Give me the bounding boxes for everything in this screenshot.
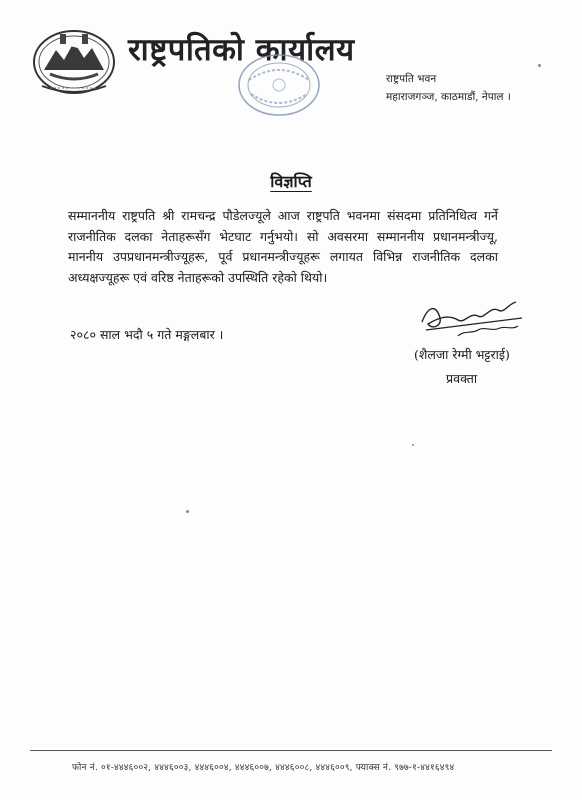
address-line-2: महाराजगञ्ज, काठमाडौं, नेपाल ।	[386, 91, 511, 103]
handwritten-signature-icon	[418, 296, 528, 342]
scan-speck	[186, 510, 189, 513]
national-emblem-icon	[30, 24, 118, 96]
notice-date: २०८० साल भदौ ५ गते मङ्गलबार ।	[70, 327, 224, 342]
office-seal-stamp-icon	[235, 50, 323, 120]
address-line-1: राष्ट्रपति भवन	[386, 73, 437, 85]
footer-contact: फोन नं. ०१-४४४६००२, ४४४६००३, ४४४६००४, ४४४६००७, ४४४६००८, ४४४६००९, फ्याक्स नं. ९७७-१-४४१६४९४	[72, 763, 455, 773]
scan-speck	[412, 444, 414, 446]
scan-speck	[538, 64, 541, 67]
signatory-name: (शैलजा रेग्मी भट्टराई)	[414, 347, 510, 362]
signatory-title: प्रवक्ता	[446, 371, 478, 386]
office-title: राष्ट्रपतिको कार्यालय	[128, 32, 355, 68]
notice-heading	[0, 170, 582, 192]
footer-divider	[30, 750, 552, 751]
notice-heading-text: विज्ञप्ति	[270, 172, 312, 191]
notice-body: सम्माननीय राष्ट्रपति श्री रामचन्द्र पौडेलज्यूले आज राष्ट्रपति भवनमा संसदमा प्रतिनिधित्व गर्ने राजनीतिक दलका नेताहरूसँग भेटघाट गर्नुभयो। सो अवसरमा सम्माननीय प्रधानमन्त्रीज्यू, माननीय उपप्रधानमन्त्रीज्यूहरू, पूर्व प्रधानमन्त्रीज्यूहरू लगायत विभिन्न राजनीतिक दलका अध्यक्षज्यूहरू एवं वरिष्ठ नेताहरूको उपस्थिति रहेको थियो।	[68, 208, 498, 285]
